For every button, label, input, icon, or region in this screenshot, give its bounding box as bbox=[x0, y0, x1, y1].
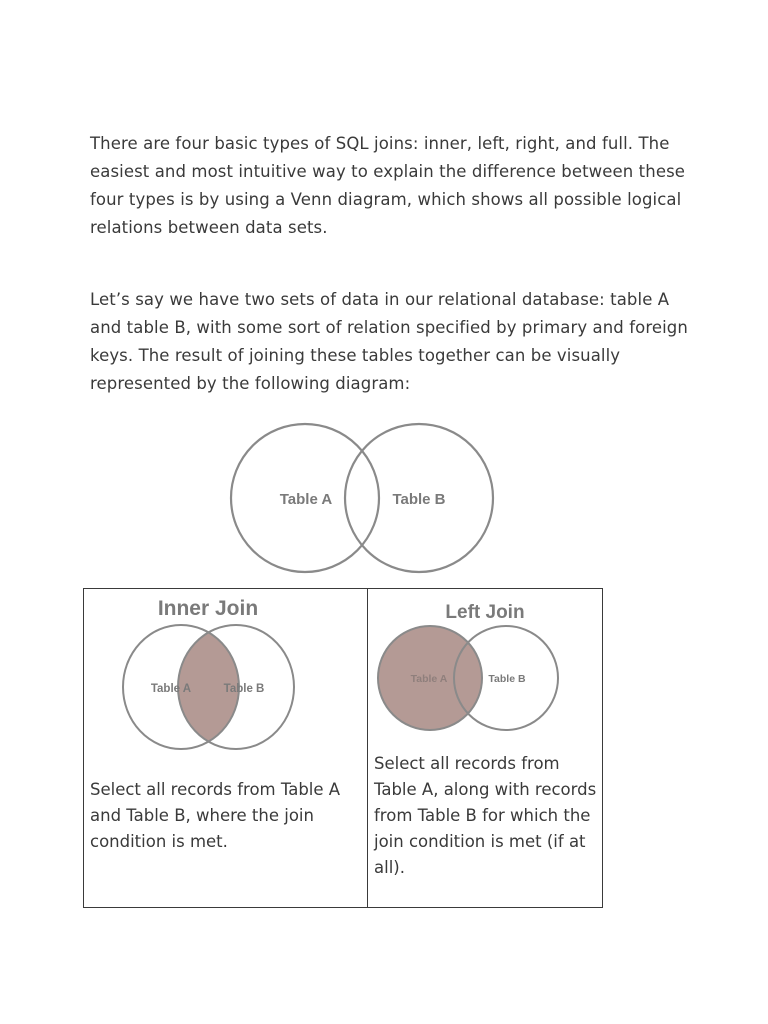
inner-join-label-b: Table B bbox=[223, 683, 265, 695]
left-join-description: Select all records from Table A, along with records from Table B for which the join condition is met (if at all). bbox=[374, 754, 597, 877]
intro-paragraph-2: Let’s say we have two sets of data in our relational database: table A and table B, with some sort of relation specified by primary and foreign keys. The result of joining these tables together can be visually represented by the following diagram: bbox=[90, 290, 688, 393]
inner-join-label-a: Table A bbox=[150, 683, 192, 695]
left-join-label-b: Table B bbox=[488, 673, 526, 685]
left-join-cell bbox=[368, 589, 602, 907]
inner-join-cell bbox=[84, 589, 367, 907]
inner-join-diagram bbox=[84, 589, 367, 759]
venn-label-table-b: Table B bbox=[392, 491, 446, 508]
left-join-label-a: Table A bbox=[410, 673, 448, 685]
left-join-diagram bbox=[368, 589, 602, 749]
inner-join-title: Inner Join bbox=[157, 597, 259, 620]
left-join-title: Left Join bbox=[445, 602, 525, 623]
intro-paragraph-1: There are four basic types of SQL joins: inner, left, right, and full. The easiest and most intuitive way to explain the difference between these four types is by using a Venn diagram, which shows all possible logical relations between data sets. bbox=[90, 134, 686, 237]
venn-label-table-a: Table A bbox=[279, 491, 333, 508]
inner-join-description: Select all records from Table A and Table B, where the join condition is met. bbox=[90, 780, 341, 851]
joins-table bbox=[83, 588, 603, 908]
venn-diagram bbox=[225, 416, 505, 580]
